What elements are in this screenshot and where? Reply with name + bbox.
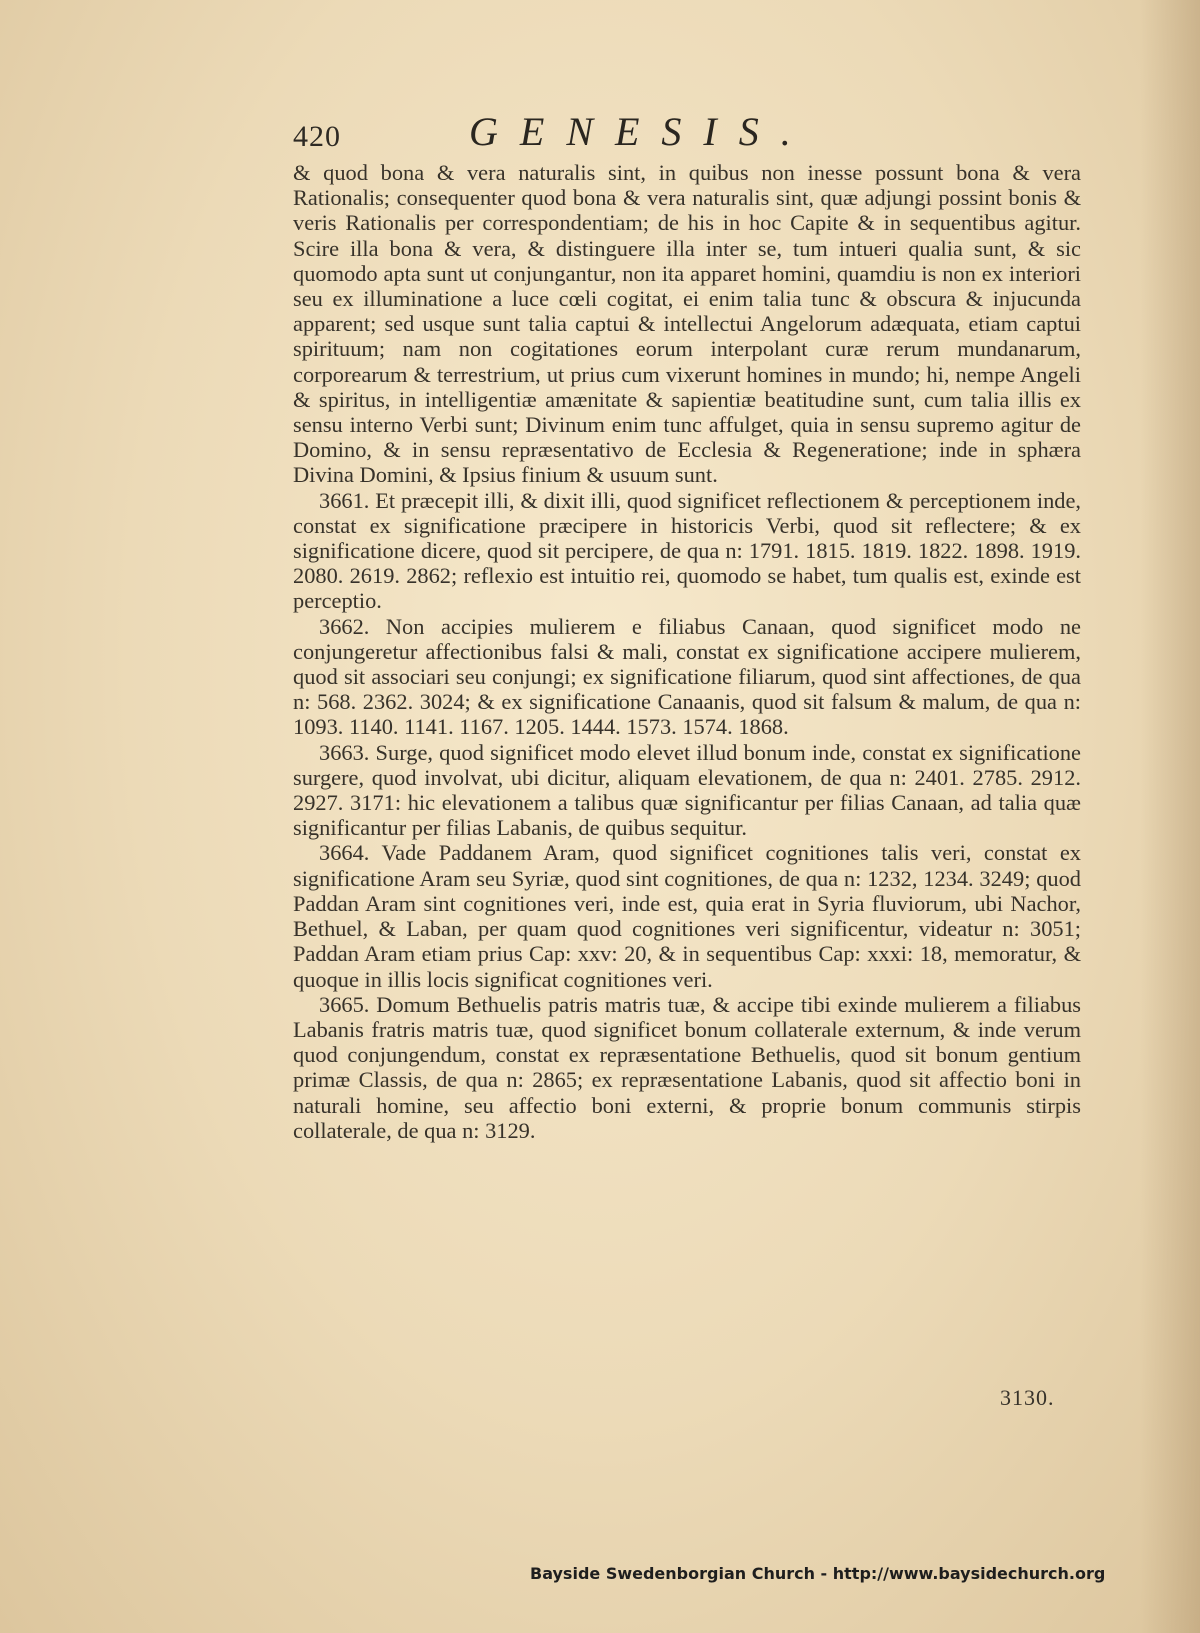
paragraph-3662: 3662. Non accipies mulierem e filiabus Canaan, quod significet modo ne conjungeretur affectionibus falsi & mali, constat ex significatione accipere mulierem, quod sit associari seu conjungi; ex significatione filiarum, quod sint affectiones, de qua n: 568. 2362. 3024; & ex significatione Canaanis, quod sit falsum & malum, de qua n: 1093. 1140. 1141. 1167. 1205. 1444. 1573. 1574. 1868. — [293, 613, 1081, 740]
paragraph-3661: 3661. Et præcepit illi, & dixit illi, quod significet reflectionem & perceptionem inde, constat ex significatione præcipere in historicis Verbi, quod sit reflectere; & ex significatione dicere, quod sit percipere, de qua n: 1791. 1815. 1819. 1822. 1898. 1919. 2080. 2619. 2862; reflexio est intuitio rei, quomodo se habet, tum qualis est, exinde est perceptio. — [293, 487, 1081, 614]
paragraph-continuation: & quod bona & vera naturalis sint, in quibus non inesse possunt bona & vera Rationalis; consequenter quod bona & vera naturalis sint, quæ adjungi possint bonis & veris Rationalis per correspondentiam; de his in hoc Capite & in sequentibus agitur. Scire illa bona & vera, & distinguere illa inter se, tum intueri qualia sunt, & sic quomodo apta sunt ut conjungantur, non ita apparet homini, quamdiu is non ex interiori seu ex illuminatione a luce cœli cogitat, ei enim talia tunc & obscura & injucunda apparent; sed usque sunt talia captui & intellectui Angelorum adæquata, etiam captui spirituum; nam non cogitationes eorum interpolant curæ rerum mundanarum, corporearum & terrestrium, ut prius cum vixerunt homines in mundo; hi, nempe Angeli & spiritus, in intelligentiæ amænitate & sapientiæ beatitudine sunt, cum talia illis ex sensu interno Verbi sunt; Divinum enim tunc affulget, quia in sensu supremo agitur de Domino, & in sensu repræsentativo de Ecclesia & Regeneratione; inde in sphæra Divina Domini, & Ipsius finium & usuum sunt. — [293, 160, 1081, 488]
page-header — [293, 108, 903, 158]
paragraph-3664: 3664. Vade Paddanem Aram, quod significet cognitiones talis veri, constat ex significatione Aram seu Syriæ, quod sint cognitiones, de qua n: 1232, 1234. 3249; quod Paddan Aram sint cognitiones veri, inde est, quia erat in Syria fluviorum, ubi Nachor, Bethuel, & Laban, per quam quod cognitiones veri significentur, videatur n: 3051; Paddan Aram etiam prius Cap: xxv: 20, & in sequentibus Cap: xxxi: 18, memoratur, & quoque in illis locis significat cognitiones veri. — [293, 840, 1081, 992]
footer-credit: Bayside Swedenborgian Church - http://www.baysidechurch.org — [530, 1564, 1106, 1583]
body-text — [293, 160, 1081, 1143]
catchword: 3130. — [1000, 1385, 1055, 1410]
running-title: GENESIS. — [469, 109, 813, 154]
paragraph-3665: 3665. Domum Bethuelis patris matris tuæ, & accipe tibi exinde mulierem a filiabus Labanis fratris matris tuæ, quod significet bonum collaterale externum, & inde verum quod conjungendum, constat ex repræsentatione Bethuelis, quod sit bonum gentium primæ Classis, de qua n: 2865; ex repræsentatione Labanis, quod sit affectio boni in naturali homine, seu affectio boni externi, & proprie bonum communis stirpis collaterale, de qua n: 3129. — [293, 991, 1081, 1143]
page-number: 420 — [293, 120, 341, 153]
paragraph-3663: 3663. Surge, quod significet modo elevet illud bonum inde, constat ex significatione surgere, quod involvat, ubi dicitur, aliquam elevationem, de qua n: 2401. 2785. 2912. 2927. 3171: hic elevationem a talibus quæ significantur per filias Canaan, ad talia quæ significantur per filias Labanis, de quibus sequitur. — [293, 739, 1081, 841]
page-edge-shadow — [1140, 0, 1200, 1633]
